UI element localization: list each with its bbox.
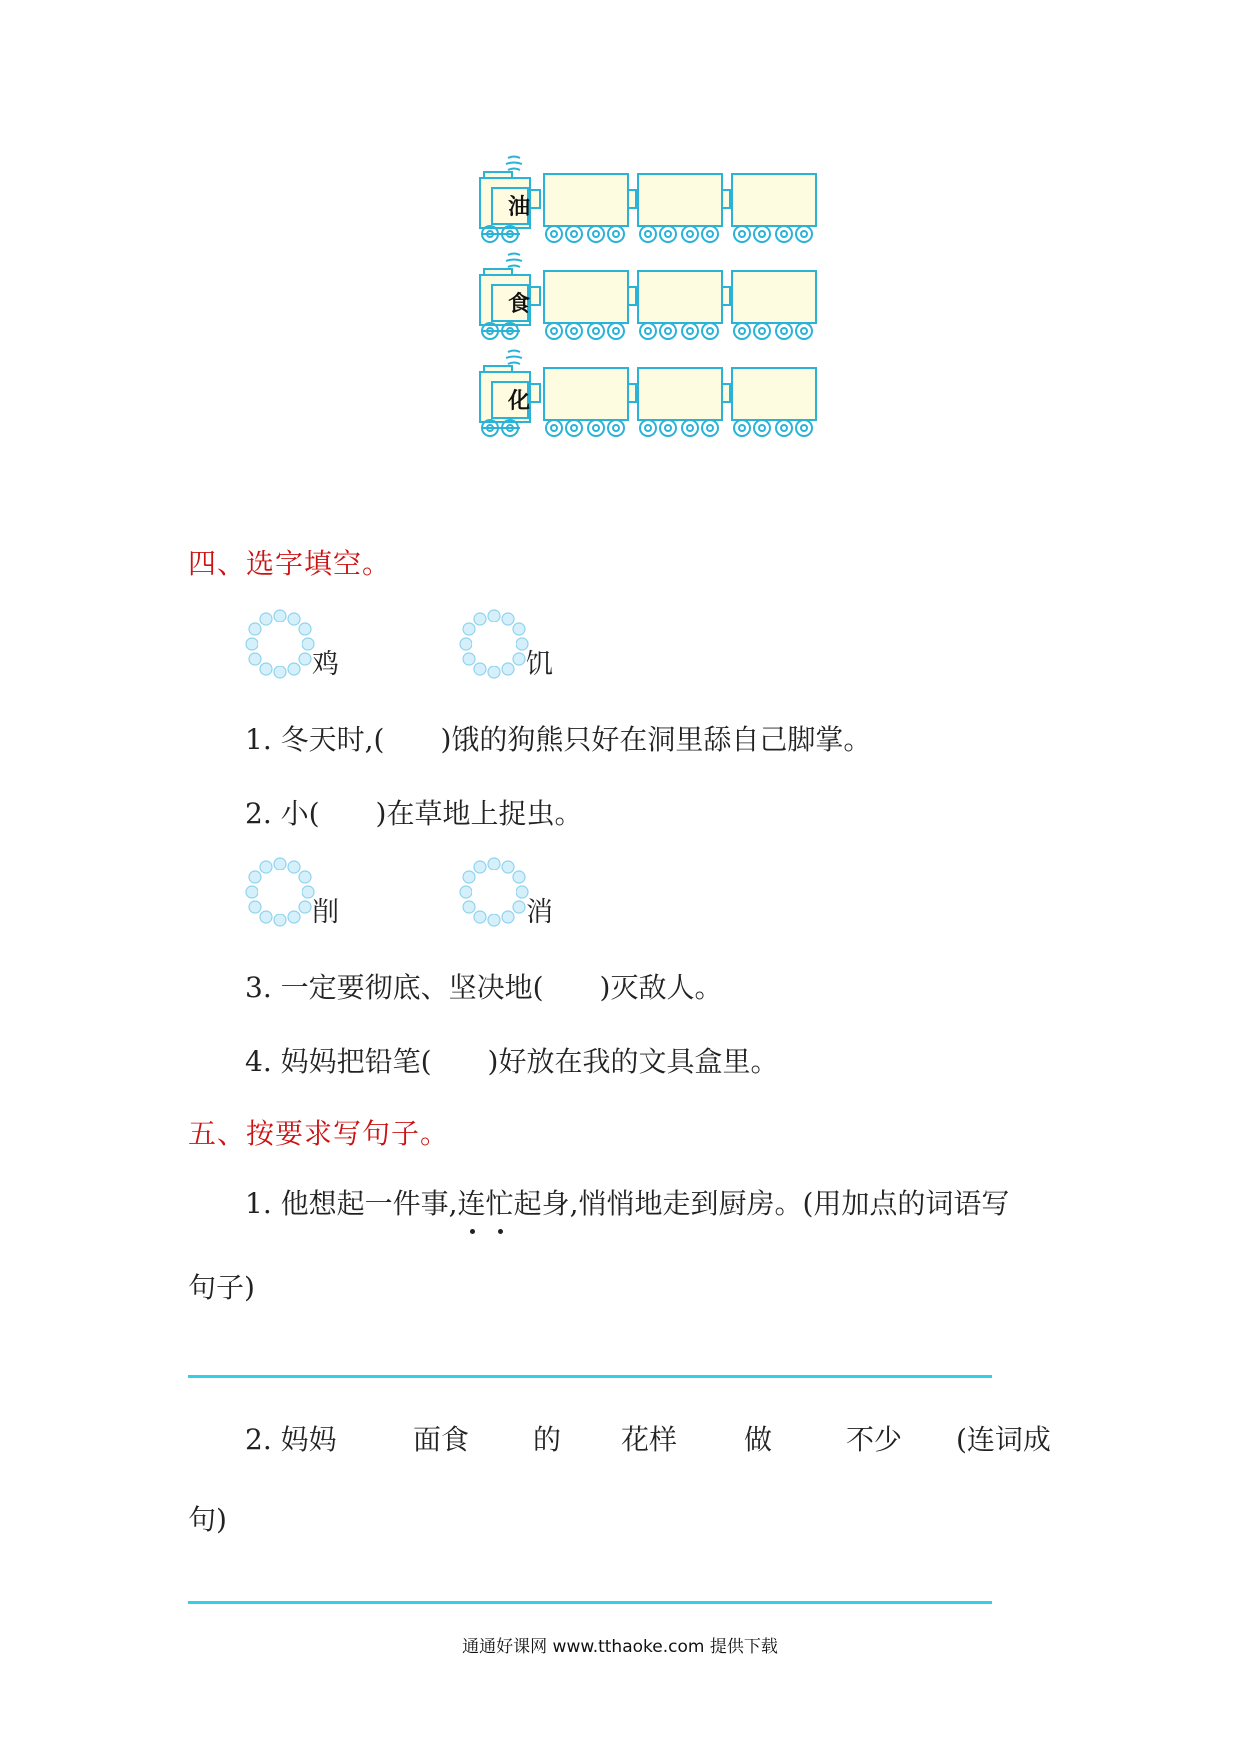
question-text: 4. 妈妈把铅笔( [245,1045,432,1078]
word-card: 做 [744,1423,773,1456]
flower-frame-icon [458,608,530,680]
flower-frame-icon [244,856,316,928]
flower-frame-icon [458,856,530,928]
answer-line[interactable] [188,1375,992,1378]
word-choice [244,608,344,688]
train-3 [478,340,838,438]
footer-source: 通通好课网 www.tthaoke.com 提供下载 [462,1637,778,1657]
question-4-2 [245,792,582,832]
question-4-4 [245,1040,778,1080]
word-choice [458,608,558,688]
train-head-char: 化 [507,388,530,414]
choice-char: 鸡 [312,649,339,680]
dotted-word-char: 忙 [485,1187,514,1220]
train-head-char: 食 [507,291,530,317]
train-1 [478,146,838,244]
question-5-1-continuation: 句子) [188,1271,255,1304]
train-2 [478,243,838,341]
question-text: 2. 小( [245,797,320,830]
word-card: 2. 妈妈 [245,1423,337,1456]
question-text: )在草地上捉虫。 [375,797,583,830]
train-head-char: 油 [507,194,530,220]
question-4-3 [245,966,722,1006]
question-5-2-continuation: 句) [188,1503,227,1536]
question-4-1 [245,718,871,758]
word-choice [458,856,558,936]
question-text: 起身,悄悄地走到厨房。(用加点的词语写 [513,1187,1010,1220]
question-5-1 [245,1182,1009,1222]
question-text: )饿的狗熊只好在洞里舔自己脚掌。 [440,723,872,756]
question-text: )好放在我的文具盒里。 [487,1045,779,1078]
choice-char: 消 [526,897,553,928]
word-card: 的 [533,1423,562,1456]
section-4-heading: 四、选字填空。 [188,547,392,580]
word-card: 花样 [621,1423,678,1456]
dotted-word-char: 连 [457,1187,486,1220]
question-text: 3. 一定要彻底、坚决地( [245,971,544,1004]
choice-char: 削 [312,897,339,928]
answer-line[interactable] [188,1601,992,1604]
word-card: 面食 [413,1423,470,1456]
word-card: (连词成 [956,1423,1051,1456]
question-text: 1. 冬天时,( [245,723,385,756]
word-choice [244,856,344,936]
word-card: 不少 [846,1423,903,1456]
flower-frame-icon [244,608,316,680]
section-5-heading: 五、按要求写句子。 [188,1117,450,1150]
choice-char: 饥 [526,649,553,680]
question-text: 1. 他想起一件事, [245,1187,458,1220]
question-text: )灭敌人。 [599,971,723,1004]
